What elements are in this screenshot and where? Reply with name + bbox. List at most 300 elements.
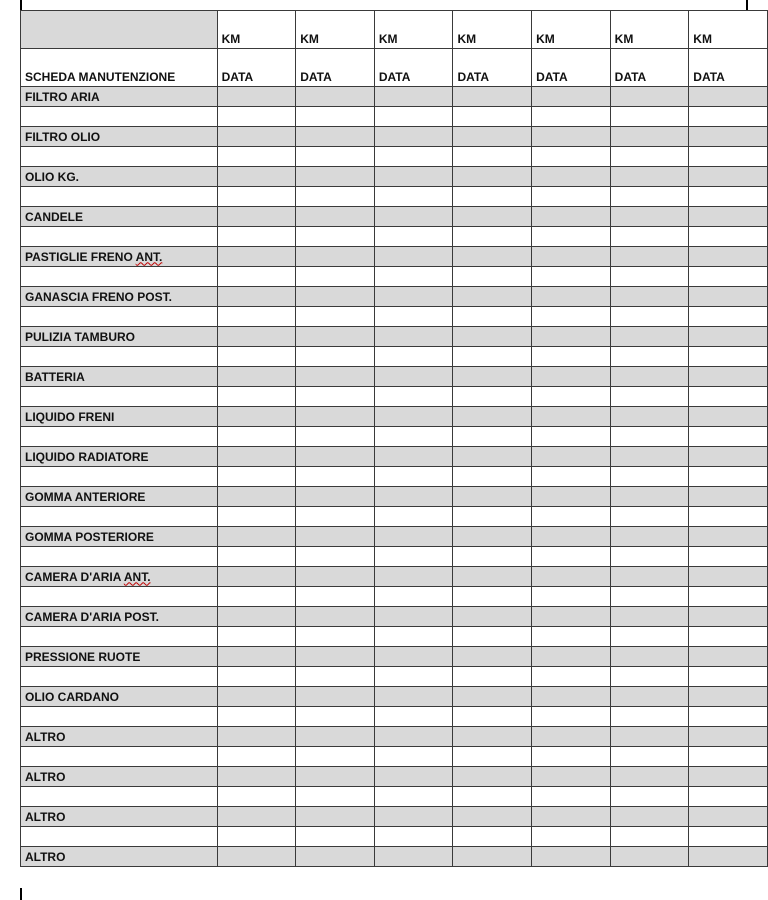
- item-km-cell[interactable]: [532, 207, 611, 227]
- item-km-cell[interactable]: [532, 607, 611, 627]
- item-km-cell[interactable]: [296, 87, 375, 107]
- entry-date-cell[interactable]: [453, 187, 532, 207]
- entry-date-cell[interactable]: [532, 187, 611, 207]
- entry-date-cell[interactable]: [689, 387, 768, 407]
- item-km-cell[interactable]: [217, 327, 296, 347]
- item-km-cell[interactable]: [453, 167, 532, 187]
- item-km-cell[interactable]: [532, 287, 611, 307]
- entry-date-cell[interactable]: [374, 187, 453, 207]
- entry-date-cell[interactable]: [689, 467, 768, 487]
- item-km-cell[interactable]: [453, 407, 532, 427]
- entry-date-cell[interactable]: [217, 387, 296, 407]
- item-km-cell[interactable]: [296, 527, 375, 547]
- entry-date-cell[interactable]: [374, 787, 453, 807]
- entry-date-cell[interactable]: [217, 747, 296, 767]
- entry-date-cell[interactable]: [689, 787, 768, 807]
- item-km-cell[interactable]: [374, 407, 453, 427]
- entry-date-cell[interactable]: [453, 227, 532, 247]
- entry-date-cell[interactable]: [217, 627, 296, 647]
- item-km-cell[interactable]: [374, 487, 453, 507]
- item-km-cell[interactable]: [689, 687, 768, 707]
- entry-date-cell[interactable]: [374, 547, 453, 567]
- item-km-cell[interactable]: [532, 447, 611, 467]
- entry-date-cell[interactable]: [296, 187, 375, 207]
- entry-date-cell[interactable]: [453, 507, 532, 527]
- item-km-cell[interactable]: [217, 247, 296, 267]
- item-km-cell[interactable]: [296, 647, 375, 667]
- entry-date-cell[interactable]: [374, 347, 453, 367]
- spellcheck-flagged-word: ANT.: [135, 249, 163, 264]
- entry-date-cell[interactable]: [217, 267, 296, 287]
- item-km-cell[interactable]: [217, 607, 296, 627]
- item-km-cell[interactable]: [610, 687, 689, 707]
- item-km-cell[interactable]: [217, 487, 296, 507]
- entry-date-cell[interactable]: [610, 387, 689, 407]
- entry-date-cell[interactable]: [453, 267, 532, 287]
- entry-date-cell[interactable]: [532, 147, 611, 167]
- item-km-cell[interactable]: [374, 607, 453, 627]
- item-km-cell[interactable]: [689, 207, 768, 227]
- entry-date-cell[interactable]: [610, 587, 689, 607]
- entry-date-cell[interactable]: [217, 707, 296, 727]
- item-km-cell[interactable]: [532, 727, 611, 747]
- item-km-cell[interactable]: [374, 327, 453, 347]
- entry-row: [21, 507, 768, 527]
- item-km-cell[interactable]: [689, 807, 768, 827]
- item-km-cell[interactable]: [610, 487, 689, 507]
- entry-date-cell[interactable]: [296, 307, 375, 327]
- entry-date-cell[interactable]: [374, 107, 453, 127]
- entry-date-cell[interactable]: [453, 787, 532, 807]
- item-km-cell[interactable]: [610, 527, 689, 547]
- item-km-cell[interactable]: [532, 127, 611, 147]
- entry-date-cell[interactable]: [453, 427, 532, 447]
- item-km-cell[interactable]: [374, 687, 453, 707]
- entry-date-cell[interactable]: [689, 747, 768, 767]
- item-km-cell[interactable]: [453, 567, 532, 587]
- entry-date-cell[interactable]: [610, 827, 689, 847]
- entry-date-cell[interactable]: [217, 507, 296, 527]
- item-km-cell[interactable]: [610, 647, 689, 667]
- item-km-cell[interactable]: [610, 247, 689, 267]
- entry-date-cell[interactable]: [374, 147, 453, 167]
- item-label-text: LIQUIDO RADIATORE: [25, 449, 149, 464]
- entry-label-cell: [21, 547, 218, 567]
- item-km-cell[interactable]: [610, 607, 689, 627]
- entry-date-cell[interactable]: [217, 147, 296, 167]
- entry-date-cell[interactable]: [689, 587, 768, 607]
- item-km-cell[interactable]: [689, 327, 768, 347]
- entry-date-cell[interactable]: [217, 347, 296, 367]
- entry-date-cell[interactable]: [217, 307, 296, 327]
- item-label-text: OLIO KG.: [25, 169, 79, 184]
- entry-date-cell[interactable]: [453, 387, 532, 407]
- entry-date-cell[interactable]: [610, 507, 689, 527]
- item-km-cell[interactable]: [532, 847, 611, 867]
- entry-date-cell[interactable]: [610, 627, 689, 647]
- item-km-cell[interactable]: [610, 327, 689, 347]
- item-km-cell[interactable]: [610, 567, 689, 587]
- item-km-cell[interactable]: [296, 727, 375, 747]
- entry-date-cell[interactable]: [532, 307, 611, 327]
- item-km-cell[interactable]: [374, 567, 453, 587]
- entry-date-cell[interactable]: [532, 547, 611, 567]
- item-km-cell[interactable]: [610, 807, 689, 827]
- entry-date-cell[interactable]: [532, 427, 611, 447]
- item-km-cell[interactable]: [374, 127, 453, 147]
- item-km-cell[interactable]: [217, 367, 296, 387]
- item-km-cell[interactable]: [532, 567, 611, 587]
- item-km-cell[interactable]: [610, 287, 689, 307]
- entry-date-cell[interactable]: [374, 387, 453, 407]
- item-km-cell[interactable]: [296, 767, 375, 787]
- item-row: [21, 447, 768, 467]
- entry-date-cell[interactable]: [532, 347, 611, 367]
- item-km-cell[interactable]: [217, 167, 296, 187]
- entry-date-cell[interactable]: [689, 267, 768, 287]
- item-km-cell[interactable]: [532, 367, 611, 387]
- item-km-cell[interactable]: [296, 127, 375, 147]
- entry-date-cell[interactable]: [610, 667, 689, 687]
- km-header-cell: KM: [374, 11, 453, 49]
- entry-date-cell[interactable]: [610, 107, 689, 127]
- item-km-cell[interactable]: [296, 407, 375, 427]
- item-km-cell[interactable]: [610, 207, 689, 227]
- entry-date-cell[interactable]: [453, 707, 532, 727]
- item-km-cell[interactable]: [689, 407, 768, 427]
- item-km-cell[interactable]: [217, 287, 296, 307]
- entry-date-cell[interactable]: [296, 587, 375, 607]
- item-km-cell[interactable]: [217, 807, 296, 827]
- entry-date-cell[interactable]: [296, 747, 375, 767]
- entry-date-cell[interactable]: [453, 107, 532, 127]
- entry-date-cell[interactable]: [217, 827, 296, 847]
- item-km-cell[interactable]: [374, 247, 453, 267]
- entry-date-cell[interactable]: [610, 707, 689, 727]
- entry-date-cell[interactable]: [610, 227, 689, 247]
- entry-row: [21, 547, 768, 567]
- item-km-cell[interactable]: [296, 567, 375, 587]
- item-km-cell[interactable]: [374, 727, 453, 747]
- entry-date-cell[interactable]: [610, 467, 689, 487]
- item-km-cell[interactable]: [610, 167, 689, 187]
- item-km-cell[interactable]: [689, 127, 768, 147]
- item-km-cell[interactable]: [296, 607, 375, 627]
- item-label: [21, 87, 218, 107]
- item-km-cell[interactable]: [689, 367, 768, 387]
- entry-date-cell[interactable]: [532, 787, 611, 807]
- entry-date-cell[interactable]: [296, 667, 375, 687]
- item-label-text: ALTRO: [25, 809, 66, 824]
- item-km-cell[interactable]: [217, 767, 296, 787]
- item-km-cell[interactable]: [374, 87, 453, 107]
- item-km-cell[interactable]: [610, 767, 689, 787]
- item-km-cell[interactable]: [532, 247, 611, 267]
- entry-date-cell[interactable]: [296, 787, 375, 807]
- item-km-cell[interactable]: [296, 207, 375, 227]
- entry-date-cell[interactable]: [453, 307, 532, 327]
- item-km-cell[interactable]: [532, 807, 611, 827]
- item-km-cell[interactable]: [532, 527, 611, 547]
- item-km-cell[interactable]: [532, 407, 611, 427]
- entry-date-cell[interactable]: [532, 587, 611, 607]
- entry-row: [21, 707, 768, 727]
- entry-row: [21, 587, 768, 607]
- item-label: [21, 767, 218, 787]
- entry-date-cell[interactable]: [610, 347, 689, 367]
- item-km-cell[interactable]: [689, 847, 768, 867]
- item-label: [21, 127, 218, 147]
- entry-row: [21, 227, 768, 247]
- item-km-cell[interactable]: [453, 687, 532, 707]
- entry-date-cell[interactable]: [296, 267, 375, 287]
- entry-date-cell[interactable]: [532, 227, 611, 247]
- item-km-cell[interactable]: [610, 407, 689, 427]
- entry-date-cell[interactable]: [374, 507, 453, 527]
- entry-date-cell[interactable]: [374, 227, 453, 247]
- item-km-cell[interactable]: [689, 527, 768, 547]
- item-label-text: GOMMA POSTERIORE: [25, 529, 154, 544]
- entry-date-cell[interactable]: [296, 827, 375, 847]
- entry-date-cell[interactable]: [532, 667, 611, 687]
- entry-date-cell[interactable]: [689, 627, 768, 647]
- item-km-cell[interactable]: [689, 607, 768, 627]
- entry-date-cell[interactable]: [453, 587, 532, 607]
- page-frame-bottom: [20, 888, 748, 900]
- item-km-cell[interactable]: [296, 287, 375, 307]
- entry-row: [21, 307, 768, 327]
- item-km-cell[interactable]: [217, 127, 296, 147]
- item-label: [21, 727, 218, 747]
- item-km-cell[interactable]: [453, 367, 532, 387]
- item-km-cell[interactable]: [610, 367, 689, 387]
- item-km-cell[interactable]: [453, 87, 532, 107]
- item-km-cell[interactable]: [453, 247, 532, 267]
- entry-date-cell[interactable]: [453, 627, 532, 647]
- item-label: [21, 167, 218, 187]
- page-frame-top: [20, 0, 748, 10]
- entry-date-cell[interactable]: [532, 827, 611, 847]
- entry-date-cell[interactable]: [532, 107, 611, 127]
- item-km-cell[interactable]: [689, 287, 768, 307]
- entry-date-cell[interactable]: [532, 267, 611, 287]
- item-km-cell[interactable]: [296, 247, 375, 267]
- entry-date-cell[interactable]: [689, 347, 768, 367]
- item-km-cell[interactable]: [296, 367, 375, 387]
- item-km-cell[interactable]: [453, 847, 532, 867]
- entry-date-cell[interactable]: [532, 467, 611, 487]
- item-km-cell[interactable]: [453, 327, 532, 347]
- entry-date-cell[interactable]: [217, 107, 296, 127]
- item-km-cell[interactable]: [217, 567, 296, 587]
- entry-date-cell[interactable]: [689, 307, 768, 327]
- entry-date-cell[interactable]: [689, 667, 768, 687]
- entry-date-cell[interactable]: [689, 827, 768, 847]
- item-km-cell[interactable]: [689, 487, 768, 507]
- entry-date-cell[interactable]: [610, 747, 689, 767]
- entry-label-cell: [21, 227, 218, 247]
- entry-date-cell[interactable]: [689, 707, 768, 727]
- item-km-cell[interactable]: [217, 727, 296, 747]
- item-label: [21, 687, 218, 707]
- entry-date-cell[interactable]: [296, 627, 375, 647]
- item-km-cell[interactable]: [374, 287, 453, 307]
- entry-date-cell[interactable]: [689, 107, 768, 127]
- item-km-cell[interactable]: [296, 327, 375, 347]
- item-km-cell[interactable]: [217, 847, 296, 867]
- item-km-cell[interactable]: [453, 207, 532, 227]
- entry-date-cell[interactable]: [217, 427, 296, 447]
- entry-date-cell[interactable]: [532, 507, 611, 527]
- item-km-cell[interactable]: [217, 687, 296, 707]
- entry-date-cell[interactable]: [453, 467, 532, 487]
- item-km-cell[interactable]: [453, 767, 532, 787]
- entry-date-cell[interactable]: [374, 427, 453, 447]
- entry-date-cell[interactable]: [296, 547, 375, 567]
- entry-date-cell[interactable]: [453, 827, 532, 847]
- item-km-cell[interactable]: [296, 687, 375, 707]
- item-km-cell[interactable]: [217, 527, 296, 547]
- item-km-cell[interactable]: [689, 567, 768, 587]
- entry-date-cell[interactable]: [374, 587, 453, 607]
- entry-date-cell[interactable]: [532, 627, 611, 647]
- item-km-cell[interactable]: [453, 127, 532, 147]
- entry-date-cell[interactable]: [217, 587, 296, 607]
- item-km-cell[interactable]: [453, 647, 532, 667]
- entry-date-cell[interactable]: [217, 227, 296, 247]
- entry-date-cell[interactable]: [296, 387, 375, 407]
- item-km-cell[interactable]: [296, 167, 375, 187]
- item-km-cell[interactable]: [453, 527, 532, 547]
- entry-date-cell[interactable]: [217, 467, 296, 487]
- item-label-text: CAMERA D'ARIA: [25, 569, 124, 584]
- item-km-cell[interactable]: [374, 807, 453, 827]
- item-km-cell[interactable]: [453, 447, 532, 467]
- item-label: [21, 567, 218, 587]
- entry-date-cell[interactable]: [610, 147, 689, 167]
- item-km-cell[interactable]: [610, 447, 689, 467]
- item-km-cell[interactable]: [296, 847, 375, 867]
- item-km-cell[interactable]: [217, 87, 296, 107]
- entry-date-cell[interactable]: [689, 427, 768, 447]
- item-km-cell[interactable]: [453, 607, 532, 627]
- item-km-cell[interactable]: [453, 487, 532, 507]
- entry-date-cell[interactable]: [296, 227, 375, 247]
- item-km-cell[interactable]: [374, 527, 453, 547]
- item-km-cell[interactable]: [689, 727, 768, 747]
- item-km-cell[interactable]: [689, 447, 768, 467]
- entry-date-cell[interactable]: [374, 707, 453, 727]
- entry-date-cell[interactable]: [296, 427, 375, 447]
- entry-date-cell[interactable]: [689, 507, 768, 527]
- item-km-cell[interactable]: [689, 87, 768, 107]
- item-km-cell[interactable]: [296, 487, 375, 507]
- entry-date-cell[interactable]: [374, 627, 453, 647]
- item-km-cell[interactable]: [610, 127, 689, 147]
- entry-date-cell[interactable]: [217, 787, 296, 807]
- entry-date-cell[interactable]: [296, 467, 375, 487]
- entry-date-cell[interactable]: [296, 107, 375, 127]
- item-km-cell[interactable]: [217, 447, 296, 467]
- item-km-cell[interactable]: [689, 167, 768, 187]
- item-km-cell[interactable]: [532, 687, 611, 707]
- item-km-cell[interactable]: [453, 807, 532, 827]
- item-km-cell[interactable]: [689, 767, 768, 787]
- item-km-cell[interactable]: [296, 807, 375, 827]
- item-km-cell[interactable]: [453, 727, 532, 747]
- item-km-cell[interactable]: [532, 647, 611, 667]
- entry-date-cell[interactable]: [374, 307, 453, 327]
- entry-date-cell[interactable]: [610, 267, 689, 287]
- entry-date-cell[interactable]: [296, 347, 375, 367]
- entry-date-cell[interactable]: [610, 787, 689, 807]
- entry-label-cell: [21, 427, 218, 447]
- entry-date-cell[interactable]: [374, 827, 453, 847]
- item-km-cell[interactable]: [532, 767, 611, 787]
- entry-row: [21, 107, 768, 127]
- entry-date-cell[interactable]: [217, 547, 296, 567]
- item-km-cell[interactable]: [374, 367, 453, 387]
- item-km-cell[interactable]: [610, 87, 689, 107]
- entry-date-cell[interactable]: [296, 707, 375, 727]
- entry-date-cell[interactable]: [610, 307, 689, 327]
- item-km-cell[interactable]: [374, 847, 453, 867]
- item-km-cell[interactable]: [374, 647, 453, 667]
- entry-date-cell[interactable]: [532, 387, 611, 407]
- entry-date-cell[interactable]: [453, 347, 532, 367]
- entry-date-cell[interactable]: [374, 747, 453, 767]
- entry-date-cell[interactable]: [689, 547, 768, 567]
- entry-date-cell[interactable]: [296, 147, 375, 167]
- item-km-cell[interactable]: [532, 487, 611, 507]
- entry-date-cell[interactable]: [453, 747, 532, 767]
- entry-date-cell[interactable]: [374, 667, 453, 687]
- entry-date-cell[interactable]: [217, 187, 296, 207]
- item-km-cell[interactable]: [217, 647, 296, 667]
- entry-date-cell[interactable]: [374, 467, 453, 487]
- entry-date-cell[interactable]: [532, 707, 611, 727]
- entry-date-cell[interactable]: [689, 147, 768, 167]
- entry-date-cell[interactable]: [453, 547, 532, 567]
- item-km-cell[interactable]: [532, 167, 611, 187]
- entry-date-cell[interactable]: [610, 187, 689, 207]
- item-km-cell[interactable]: [374, 447, 453, 467]
- item-km-cell[interactable]: [689, 247, 768, 267]
- item-km-cell[interactable]: [532, 327, 611, 347]
- entry-date-cell[interactable]: [532, 747, 611, 767]
- entry-date-cell[interactable]: [610, 427, 689, 447]
- item-km-cell[interactable]: [374, 207, 453, 227]
- entry-date-cell[interactable]: [453, 667, 532, 687]
- entry-date-cell[interactable]: [453, 147, 532, 167]
- entry-date-cell[interactable]: [689, 187, 768, 207]
- entry-date-cell[interactable]: [296, 507, 375, 527]
- item-km-cell[interactable]: [610, 847, 689, 867]
- item-km-cell[interactable]: [217, 407, 296, 427]
- item-km-cell[interactable]: [296, 447, 375, 467]
- item-km-cell[interactable]: [453, 287, 532, 307]
- item-km-cell[interactable]: [374, 767, 453, 787]
- item-km-cell[interactable]: [689, 647, 768, 667]
- item-km-cell[interactable]: [374, 167, 453, 187]
- entry-date-cell[interactable]: [689, 227, 768, 247]
- item-km-cell[interactable]: [610, 727, 689, 747]
- item-km-cell[interactable]: [532, 87, 611, 107]
- entry-date-cell[interactable]: [610, 547, 689, 567]
- item-km-cell[interactable]: [217, 207, 296, 227]
- entry-date-cell[interactable]: [374, 267, 453, 287]
- entry-date-cell[interactable]: [217, 667, 296, 687]
